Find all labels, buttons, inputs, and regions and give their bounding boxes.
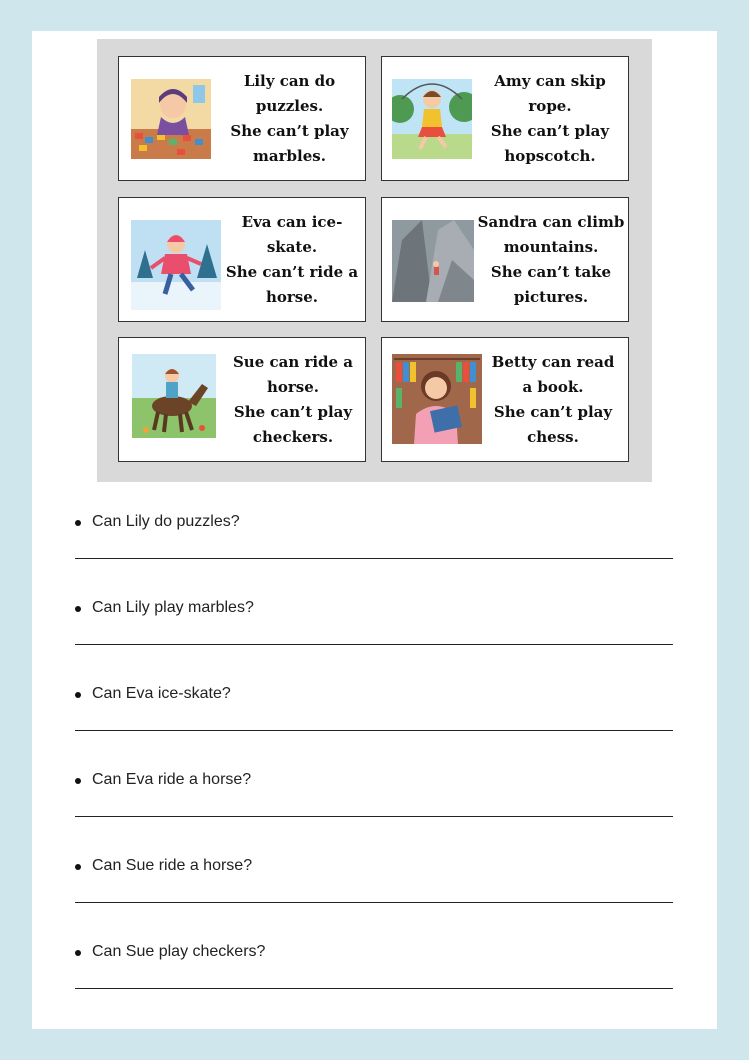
card-line: She can’t ride a (225, 262, 359, 281)
question-text: Can Eva ice-skate? (92, 685, 231, 702)
card-sue (118, 337, 366, 462)
bullet-icon (75, 864, 81, 870)
card-line: marbles. (253, 146, 326, 165)
question-text: Can Sue ride a horse? (92, 857, 253, 874)
card-text (474, 198, 628, 321)
card-line: Sandra can climb (477, 212, 625, 231)
card-line: Amy can skip rope. (494, 71, 606, 115)
card-text (221, 338, 365, 461)
card-line: Eva can ice-skate. (241, 212, 343, 256)
answer-line[interactable] (75, 558, 673, 559)
card-sandra (381, 197, 629, 322)
girl-riding-horse-illustration (132, 354, 216, 438)
card-line: She can’t play (490, 121, 610, 140)
card-line: horse. (265, 287, 319, 306)
question-text: Can Lily do puzzles? (92, 513, 240, 530)
girl-skipping-rope-illustration (392, 79, 472, 159)
card-eva (118, 197, 366, 322)
card-text (472, 57, 628, 180)
card-text (214, 57, 365, 180)
mountain-climber-illustration (392, 220, 474, 302)
card-line: pictures. (513, 287, 589, 306)
card-lily (118, 56, 366, 181)
card-line: checkers. (252, 427, 334, 446)
answer-line[interactable] (75, 644, 673, 645)
card-line: Sue can ride a (232, 352, 354, 371)
bullet-icon (75, 520, 81, 526)
card-line: hopscotch. (504, 146, 596, 165)
girl-reading-book-illustration (392, 354, 482, 444)
bullet-icon (75, 606, 81, 612)
card-line: She can’t take (490, 262, 612, 281)
card-line: Betty can read (491, 352, 615, 371)
bullet-icon (75, 950, 81, 956)
card-line: chess. (527, 427, 579, 446)
answer-line[interactable] (75, 816, 673, 817)
card-panel (97, 39, 652, 482)
answer-line[interactable] (75, 902, 673, 903)
bullet-icon (75, 692, 81, 698)
card-text (219, 198, 365, 321)
question-text: Can Lily play marbles? (92, 599, 254, 616)
card-line: She can’t play (233, 402, 353, 421)
card-text (478, 338, 628, 461)
card-line: horse. (266, 377, 320, 396)
girl-ice-skating-illustration (131, 220, 221, 310)
card-betty (381, 337, 629, 462)
answer-line[interactable] (75, 988, 673, 989)
card-line: She can’t play (230, 121, 349, 140)
card-line: mountains. (503, 237, 599, 256)
bullet-icon (75, 778, 81, 784)
answer-line[interactable] (75, 730, 673, 731)
worksheet (32, 31, 717, 1029)
card-line: Lily can do puzzles. (243, 71, 336, 115)
girl-doing-puzzle-illustration (131, 79, 211, 159)
card-amy (381, 56, 629, 181)
question-text: Can Eva ride a horse? (92, 771, 252, 788)
card-line: She can’t play (493, 402, 613, 421)
card-line: a book. (522, 377, 584, 396)
question-text: Can Sue play checkers? (92, 943, 266, 960)
